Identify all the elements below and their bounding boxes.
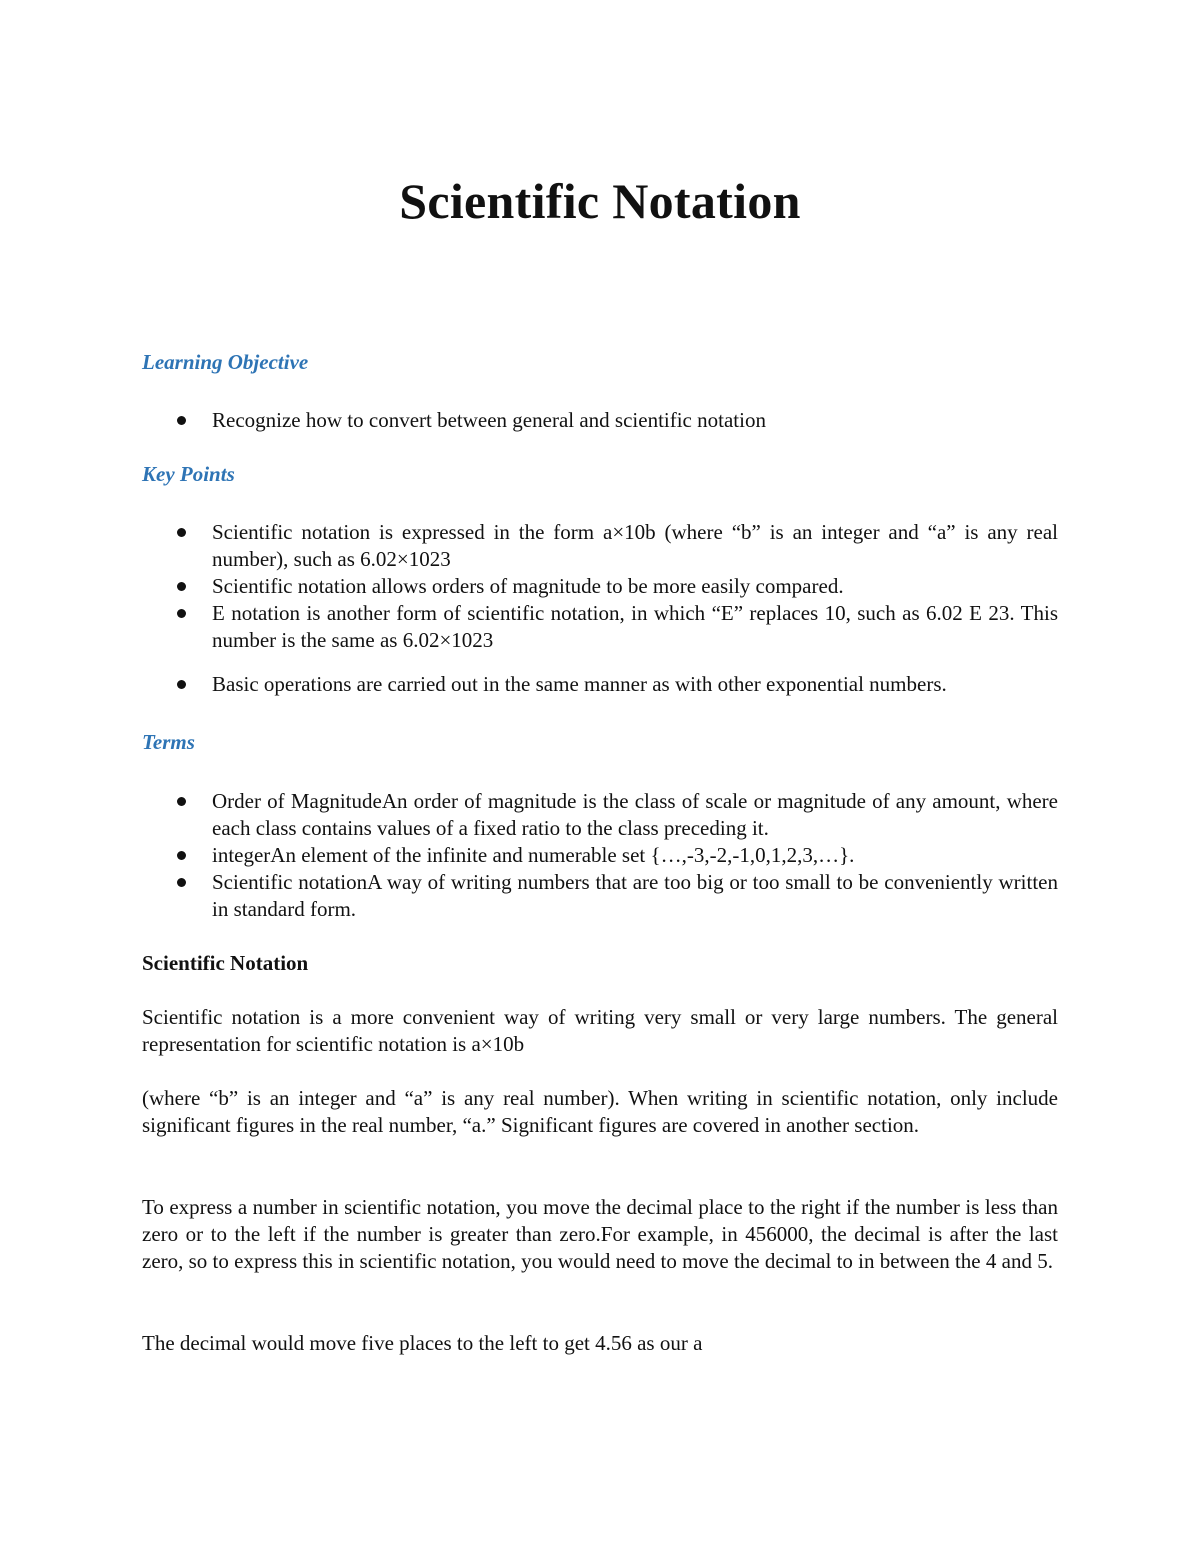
bullet-icon (177, 797, 186, 806)
list-item: Basic operations are carried out in the same manner as with other exponential numbers. (142, 671, 1058, 698)
paragraph: To express a number in scientific notation, you move the decimal place to the right if the number is less than zero or to the left if the number is greater than zero.For example, in 456000, the decimal is after the last zero, so to express this in scientific notation, you would need to move the decimal to in between the 4 and 5. (142, 1195, 1058, 1273)
bullet-icon (177, 851, 186, 860)
learning-objective-heading: Learning Objective (142, 350, 309, 374)
bullet-icon (177, 680, 186, 689)
page-title: Scientific Notation (399, 173, 801, 229)
list-item: Scientific notation is expressed in the form a×10b (where “b” is an integer and “a” is any real number), such as 6.02×1023 (142, 519, 1058, 573)
section-heading: Scientific Notation (142, 951, 309, 975)
key-points-list (142, 519, 1058, 698)
learning-objective-list (142, 407, 1058, 434)
list-item: E notation is another form of scientific notation, in which “E” replaces 10, such as 6.02 E 23. This number is the same as 6.02×1023 (142, 600, 1058, 654)
bullet-icon (177, 528, 186, 537)
bullet-icon (177, 416, 186, 425)
list-item: Recognize how to convert between general and scientific notation (142, 407, 1058, 434)
terms-list (142, 788, 1058, 923)
list-item: integerAn element of the infinite and numerable set {…,-3,-2,-1,0,1,2,3,…}. (142, 842, 1058, 869)
paragraph: The decimal would move five places to the left to get 4.56 as our a (142, 1331, 703, 1355)
list-item: Scientific notationA way of writing numbers that are too big or too small to be conveniently written in standard form. (142, 869, 1058, 923)
list-item: Order of MagnitudeAn order of magnitude is the class of scale or magnitude of any amount, where each class contains values of a fixed ratio to the class preceding it. (142, 788, 1058, 842)
bullet-icon (177, 582, 186, 591)
key-points-heading: Key Points (142, 462, 235, 486)
paragraph: Scientific notation is a more convenient way of writing very small or very large numbers. The general representation for scientific notation is a×10b (142, 1005, 1058, 1056)
list-item: Scientific notation allows orders of magnitude to be more easily compared. (142, 573, 1058, 600)
bullet-icon (177, 609, 186, 618)
terms-heading: Terms (142, 730, 195, 754)
bullet-icon (177, 878, 186, 887)
paragraph: (where “b” is an integer and “a” is any real number). When writing in scientific notation, only include significant figures in the real number, “a.” Significant figures are covered in another section. (142, 1086, 1058, 1137)
